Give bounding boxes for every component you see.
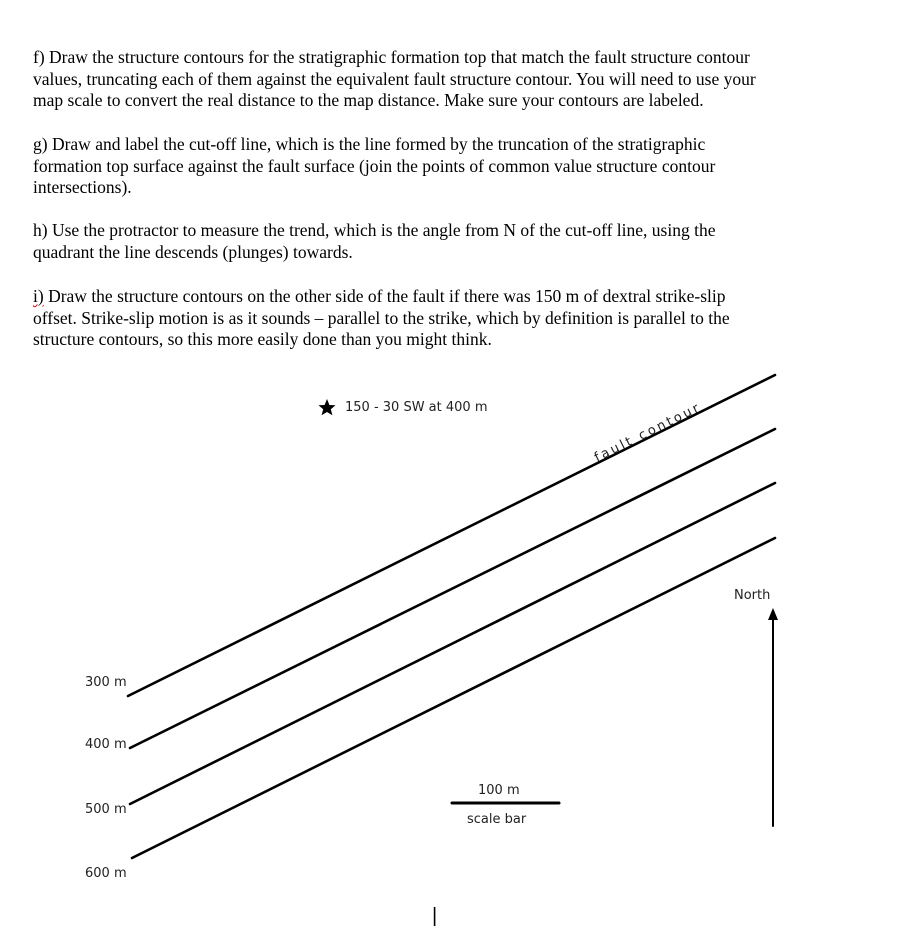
text-line: structure contours, so this more easily done than you might think. [33,329,492,349]
text-line: map scale to convert the real distance to the map distance. Make sure your contours are labeled. [33,90,704,110]
text-cursor: | [432,905,438,927]
scale-value: 100 m [478,783,520,798]
text-line: intersections). [33,177,132,197]
contour-label-400: 400 m [85,737,127,752]
text-line: f) Draw the structure contours for the stratigraphic formation top that match the fault structure contour [33,47,750,67]
text-line: h) Use the protractor to measure the trend, which is the angle from N of the cut-off line, using the [33,220,716,240]
scale-caption: scale bar [467,812,527,827]
star-label: 150 - 30 SW at 400 m [345,400,488,415]
north-label: North [734,588,771,603]
text-line: offset. Strike-slip motion is as it sounds – parallel to the strike, which by definition is parallel to the [33,307,730,328]
text-line: values, truncating each of them against the equivalent fault structure contour. You will need to use your [33,68,756,89]
fault-contour-500 [130,483,775,804]
text-span: Draw the structure contours on the other side of the fault if there was 150 m of dextral strike-slip [43,286,726,306]
fault-contour-400 [130,429,775,748]
fault-contour-label: fault contour [592,399,704,466]
spellcheck-marker[interactable]: i) [33,286,44,306]
contour-label-300: 300 m [85,675,127,690]
text-line: formation top surface against the fault surface (join the points of common value structure contour [33,155,716,176]
contour-label-600: 600 m [85,866,127,881]
text-line: quadrant the line descends (plunges) towards. [33,241,353,262]
star-icon [319,399,336,415]
text-line: g) Draw and label the cut-off line, which is the line formed by the truncation of the stratigraphic [33,134,706,154]
contour-label-500: 500 m [85,802,127,817]
north-arrow-head [768,608,778,620]
